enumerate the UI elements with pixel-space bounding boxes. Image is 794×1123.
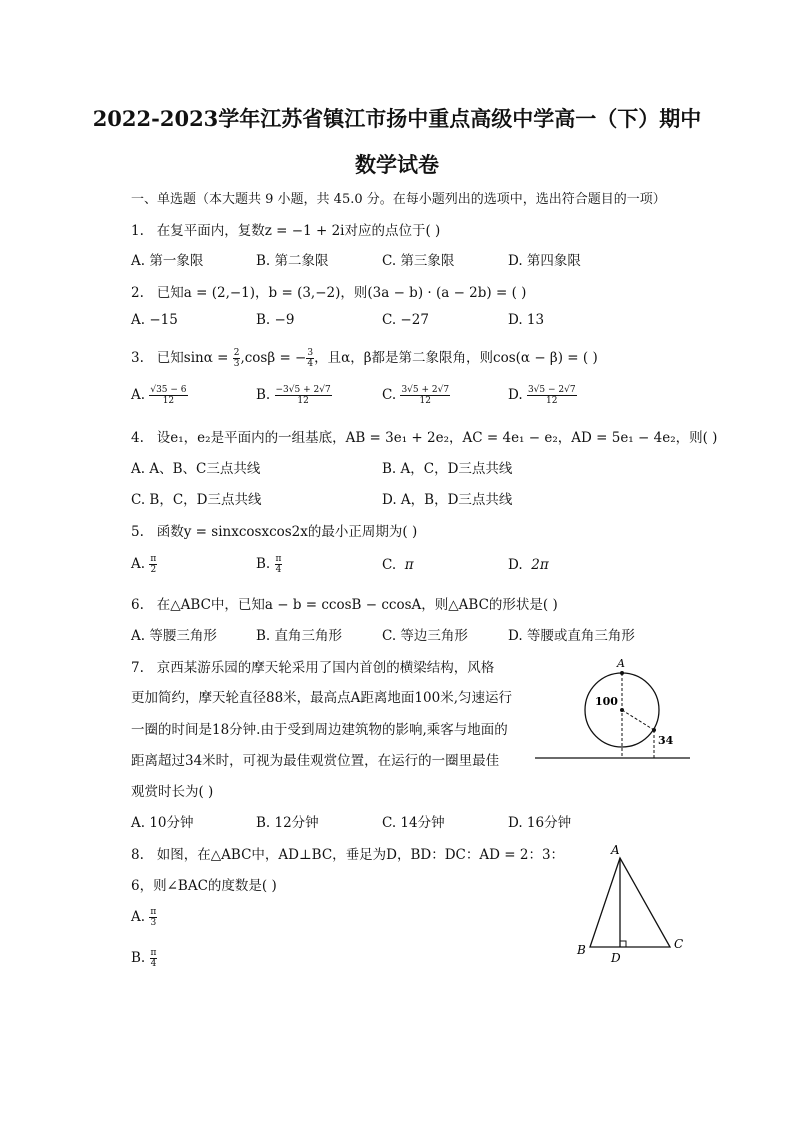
q3-option-d[interactable] [508,385,577,406]
denominator: 12 [419,396,431,406]
question-number: 8. [131,847,144,863]
q7-option-b[interactable]: B. 12分钟 [256,815,319,831]
option-label: A. [131,387,146,403]
numerator: π [150,554,157,564]
option-label: A. [131,556,146,572]
label-d: D [611,951,621,965]
q6-option-a[interactable]: A. 等腰三角形 [131,628,217,644]
q4-option-d[interactable]: D. A，B，D三点共线 [382,492,513,508]
option-label: D. [508,387,523,403]
question-stem: 函数y = sinxcosxcos2x的最小正周期为( ) [156,524,418,540]
question-number: 1. [131,223,144,239]
triangle-abc [590,858,670,947]
question-number: 6. [131,597,144,613]
numerator: π [275,554,282,564]
question-2 [131,281,526,301]
numerator: √35 − 6 [150,385,187,395]
denominator: 4 [275,565,282,575]
q2-option-b[interactable]: B. −9 [256,312,295,328]
question-stem-mid: ,cosβ = − [240,350,307,366]
question-stem: 设e₁，e₂是平面内的一组基底，AB = 3e₁ + 2e₂，AC = 4e₁ − e₂，AD = 5e₁ − 4e₂，则( ) [156,430,718,446]
q6-option-b[interactable]: B. 直角三角形 [256,628,343,644]
option-label: B. [131,950,146,966]
question-number: 3. [131,350,144,366]
numerator: 3√5 − 2√7 [527,385,576,395]
question-number: 7. [131,660,144,676]
denominator: 12 [546,396,558,406]
q1-option-d[interactable]: D. 第四象限 [508,253,581,269]
q7-option-d[interactable]: D. 16分钟 [508,815,572,831]
ferris-wheel-figure [530,652,695,764]
question-5 [131,520,417,540]
center-point [620,708,624,712]
q8-option-a[interactable] [131,907,157,928]
denominator: 12 [162,396,175,406]
question-stem-line: 如图，在△ABC中，AD⊥BC，垂足为D，BD：DC：AD = 2：3： [156,847,565,863]
q7-option-a[interactable]: A. 10分钟 [131,815,194,831]
question-stem-line: 一圈的时间是18分钟.由于受到周边建筑物的影响,乘客与地面的 [131,722,508,738]
question-stem-line: 6，则∠BAC的度数是( ) [131,878,277,894]
label-c: C [674,937,684,951]
q4-option-c[interactable]: C. B，C，D三点共线 [131,492,262,508]
q2-option-d[interactable]: D. 13 [508,312,545,328]
fraction [400,385,450,406]
option-value: 2π [531,557,549,573]
fraction [306,348,314,369]
question-1 [131,219,440,239]
q1-option-c[interactable]: C. 第三象限 [382,253,455,269]
question-stem-end: ，且α，β都是第二象限角，则cos(α − β) = ( ) [314,350,598,366]
question-7 [131,656,494,676]
option-label: C. [382,557,397,573]
fraction [149,385,187,406]
q2-option-c[interactable]: C. −27 [382,312,429,328]
denominator: 2 [150,565,157,575]
section-heading: 一、单选题（本大题共 9 小题，共 45.0 分。在每小题列出的选项中，选出符合题目的一项） [131,192,666,207]
q5-option-d[interactable] [508,557,549,573]
radius-line [622,710,654,730]
q3-option-b[interactable] [256,385,332,406]
option-label: B. [256,556,271,572]
numerator: 3√5 + 2√7 [401,385,450,395]
q4-option-b[interactable]: B. A，C，D三点共线 [382,461,513,477]
question-number: 5. [131,524,144,540]
label-100: 100 [595,695,618,708]
question-number: 2. [131,285,144,301]
q8-option-b[interactable] [131,948,157,969]
point-34 [652,728,656,732]
numerator: π [150,948,157,958]
q5-option-c[interactable] [382,557,414,573]
denominator: 4 [307,359,314,369]
vector-b-def: b = (3,−2)，则(3a − b) · (a − 2b) = ( ) [268,285,527,301]
q2-option-a[interactable]: A. −15 [131,312,178,328]
question-number: 4. [131,430,144,446]
option-label: A. [131,909,146,925]
denominator: 3 [150,918,157,928]
numerator: 3 [307,348,314,358]
vector-a-def: a = (2,−1)， [183,285,269,301]
denominator: 3 [233,359,240,369]
fraction [275,385,332,406]
q4-option-a[interactable]: A. A、B、C三点共线 [131,461,261,477]
q7-option-c[interactable]: C. 14分钟 [382,815,445,831]
option-label: B. [256,387,271,403]
q3-option-c[interactable] [382,385,450,406]
fraction [275,554,283,575]
q1-option-b[interactable]: B. 第二象限 [256,253,329,269]
point-a [620,671,624,675]
question-stem-line: 距离超过34米时，可视为最佳观赏位置，在运行的一圈里最佳 [131,753,500,769]
question-stem: 已知sinα = [156,350,233,366]
question-stem-line: 更加简约，摩天轮直径88米，最高点A距离地面100米,匀速运行 [131,690,512,706]
numerator: 2 [233,348,240,358]
q5-option-a[interactable] [131,554,157,575]
numerator: −3√5 + 2√7 [275,385,331,395]
fraction [149,907,157,928]
option-label: C. [382,387,397,403]
fraction [149,554,157,575]
label-a: A [617,657,625,670]
question-stem-line: 观赏时长为( ) [131,784,214,800]
q6-option-d[interactable]: D. 等腰或直角三角形 [508,628,635,644]
triangle-figure [570,840,695,970]
label-b: B [577,943,586,957]
question-6 [131,593,558,613]
q5-option-b[interactable] [256,554,282,575]
q3-option-a[interactable] [131,385,188,406]
question-4 [131,426,717,446]
option-value: π [404,557,414,573]
numerator: π [150,907,157,917]
label-a: A [611,843,620,857]
q1-option-a[interactable]: A. 第一象限 [131,253,204,269]
question-3 [131,346,598,369]
fraction [150,948,158,969]
right-angle-mark [620,941,626,947]
denominator: 12 [297,396,309,406]
question-stem: 在△ABC中，已知a − b = ccosB − ccosA，则△ABC的形状是( ) [156,597,558,613]
label-34: 34 [658,734,674,747]
question-stem: 在复平面内，复数z = −1 + 2i对应的点位于( ) [156,223,441,239]
question-8 [131,843,564,863]
page-subtitle: 数学试卷 [355,152,439,177]
q6-option-c[interactable]: C. 等边三角形 [382,628,468,644]
page-title: 2022-2023学年江苏省镇江市扬中重点高级中学高一（下）期中 [92,106,702,131]
denominator: 4 [150,959,157,969]
option-label: D. [508,557,523,573]
question-stem-line: 京西某游乐园的摩天轮采用了国内首创的横梁结构，风格 [156,660,495,676]
question-stem: 已知 [156,285,184,301]
fraction [527,385,577,406]
